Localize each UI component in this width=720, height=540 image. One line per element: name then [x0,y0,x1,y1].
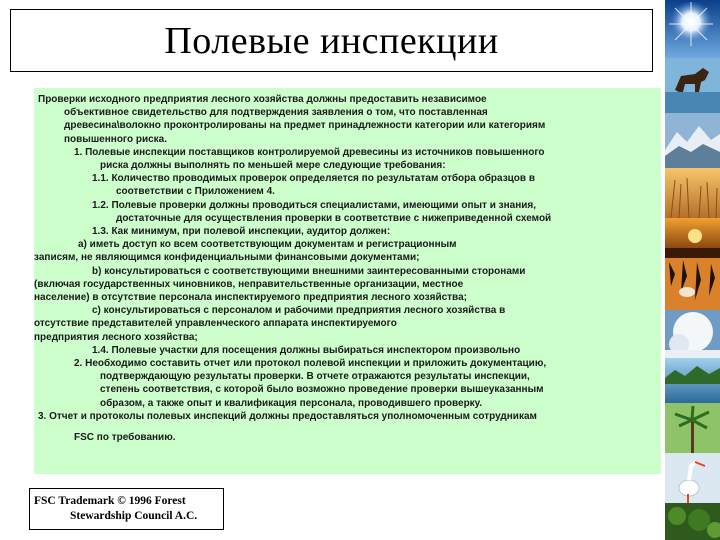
body-line: a) иметь доступ ко всем соответствующим документам и регистрационным [78,239,457,251]
body-line: b) консультироваться с соответствующими внешними заинтересованными сторонами [92,265,526,277]
palm-photo [665,403,720,453]
slide-title: Полевые инспекции [164,19,499,62]
body-line: FSC по требованию. [74,432,176,444]
mountain-photo [665,113,720,168]
body-line: 1. Полевые инспекции поставщиков контролируемой древесины из источников повышенного [74,146,545,158]
jungle-photo [665,503,720,540]
body-line: отсутствие представителей управленческого аппарата инспектируемого [34,318,397,330]
sunset-photo [665,218,720,258]
body-line: 2. Необходимо составить отчет или протокол полевой инспекции и приложить документацию, [74,358,547,370]
photo-strip-graphic [665,0,720,540]
horse-photo [665,58,720,113]
copyright-box [29,488,224,530]
body-line: записям, не являющимся конфиденциальными финансовыми документами; [34,252,420,264]
body-line: 1.4. Полевые участки для посещения должны выбираться инспектором произвольно [92,344,521,356]
body-line: степень соответствия, с которой было возможно проведение проверки вышеуказанным [100,384,544,396]
snow-tree-photo [665,310,720,358]
body-line: повышенного риска. [64,133,168,145]
copyright-line-2: Stewardship Council A.C. [70,510,198,522]
title-box [10,9,653,72]
wheat-field-photo [665,168,720,218]
body-line: образом, а также опыт и квалификация персонала, проводившего проверку. [100,397,483,409]
body-line: c) консультироваться с персоналом и рабочими предприятия лесного хозяйства в [92,305,506,317]
body-line: (включая государственных чиновников, неправительственные организации, местное [34,278,464,290]
body-line: 1.3. Как минимум, при полевой инспекции, аудитор должен: [92,226,391,238]
body-line: подтверждающую результаты проверки. В отчете отражаются результаты инспекции, [100,371,530,383]
sun-sky-photo [665,0,720,58]
body-line: достаточные для осуществления проверки в соответствие с нижеприведенной схемой [116,212,552,224]
stork-photo [665,453,720,503]
tiger-photo [665,258,720,310]
body-line: предприятия лесного хозяйства; [34,331,198,343]
body-line: риска должны выполнять по меньшей мере следующие требования: [100,160,446,172]
copyright-line-1: FSC Trademark © 1996 Forest [34,495,186,507]
body-text [34,93,661,444]
lake-photo [665,358,720,403]
photo-strip [665,0,720,540]
body-line: 3. Отчет и протоколы полевых инспекций должны предоставляться уполномоченным сотрудникам [38,410,537,422]
body-line: 1.1. Количество проводимых проверок определяется по результатам отбора образцов в [92,173,535,185]
body-line: Проверки исходного предприятия лесного хозяйства должны предоставить независимое [38,94,487,105]
body-line: объективное свидетельство для подтверждения заявления о том, что поставленная [64,107,488,119]
body-line: соответствии с Приложением 4. [116,186,275,198]
body-line: население) в отсутствие персонала инспектируемого предприятия лесного хозяйства; [34,292,467,304]
body-line: 1.2. Полевые проверки должны проводиться специалистами, имеющими опыт и знания, [92,199,537,211]
body-line: древесина\волокно проконтролированы на предмет принадлежности категории или категориям [64,120,546,132]
